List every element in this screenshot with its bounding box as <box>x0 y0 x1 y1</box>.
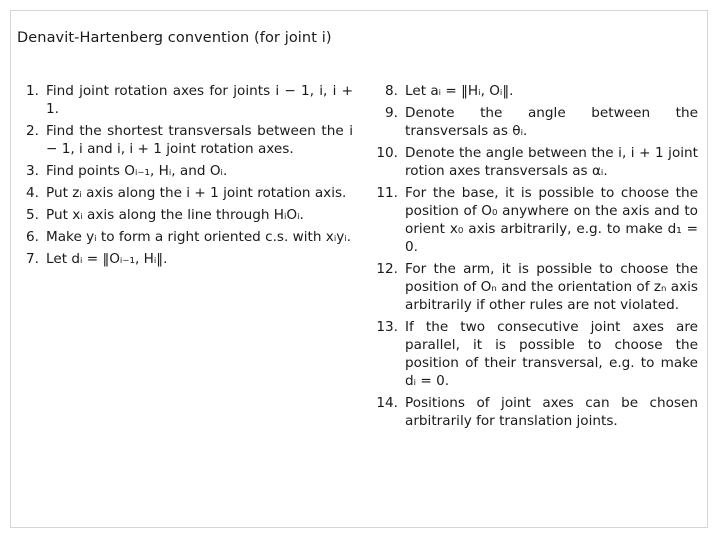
item-text: Let dᵢ = ‖Oᵢ₋₁, Hᵢ‖. <box>46 251 168 267</box>
list-item <box>368 260 698 314</box>
item-number: 1. <box>26 83 39 99</box>
item-number: 7. <box>26 251 39 267</box>
item-text: Put zᵢ axis along the i + 1 joint rotation axis. <box>46 185 347 201</box>
item-number: 5. <box>26 207 39 223</box>
item-text: Find points Oᵢ₋₁, Hᵢ, and Oᵢ. <box>46 163 228 179</box>
rules-list-right <box>368 82 698 434</box>
list-item <box>368 144 698 180</box>
item-text: Find joint rotation axes for joints i − 1, i, i + 1. <box>46 83 353 117</box>
list-item <box>17 122 353 158</box>
rules-list-left <box>17 82 353 272</box>
item-text: Denote the angle between the i, i + 1 joint rotion axes transversals as αᵢ. <box>405 145 698 179</box>
slide <box>10 10 708 528</box>
item-number: 11. <box>376 185 398 201</box>
item-number: 12. <box>376 261 398 277</box>
item-text: For the base, it is possible to choose the position of O₀ anywhere on the axis and to orient x₀ axis arbitrarily, e.g. to make d₁ = 0. <box>405 185 698 255</box>
list-item <box>368 318 698 390</box>
item-text: For the arm, it is possible to choose the position of Oₙ and the orientation of zₙ axis arbitrarily if other rules are not violated. <box>405 261 698 313</box>
item-text: Denote the angle between the transversals as θᵢ. <box>405 105 698 139</box>
item-number: 9. <box>385 105 398 121</box>
item-number: 8. <box>385 83 398 99</box>
list-item <box>368 184 698 256</box>
list-item <box>17 206 353 224</box>
item-text: Let aᵢ = ‖Hᵢ, Oᵢ‖. <box>405 83 514 99</box>
item-number: 3. <box>26 163 39 179</box>
item-number: 6. <box>26 229 39 245</box>
item-text: Put xᵢ axis along the line through HᵢOᵢ. <box>46 207 304 223</box>
list-item <box>17 82 353 118</box>
item-number: 2. <box>26 123 39 139</box>
list-item <box>17 250 353 268</box>
item-text: Positions of joint axes can be chosen arbitrarily for translation joints. <box>405 395 698 429</box>
item-number: 4. <box>26 185 39 201</box>
list-item <box>17 184 353 202</box>
list-item <box>368 104 698 140</box>
list-item <box>368 82 698 100</box>
list-item <box>368 394 698 430</box>
item-text: If the two consecutive joint axes are parallel, it is possible to choose the position of their transversal, e.g. to make dᵢ = 0. <box>405 319 698 389</box>
slide-title: Denavit-Hartenberg convention (for joint i) <box>17 30 332 46</box>
item-number: 13. <box>376 319 398 335</box>
item-text: Make yᵢ to form a right oriented c.s. with xᵢyᵢ. <box>46 229 352 245</box>
item-number: 10. <box>376 145 398 161</box>
item-number: 14. <box>376 395 398 411</box>
item-text: Find the shortest transversals between the i − 1, i and i, i + 1 joint rotation axes. <box>46 123 353 157</box>
list-item <box>17 228 353 246</box>
list-item <box>17 162 353 180</box>
